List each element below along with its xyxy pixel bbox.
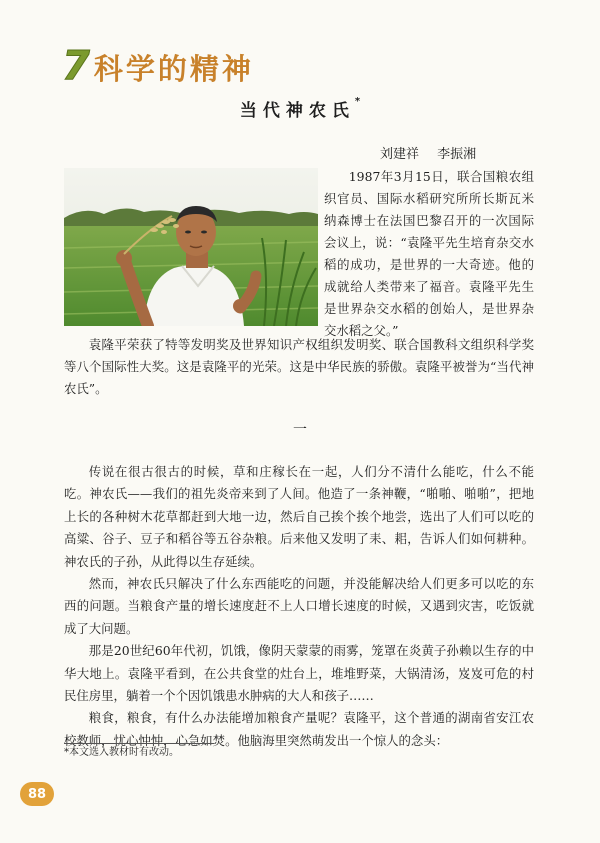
page-number: 88 (27, 786, 47, 802)
unit-number: 7 (62, 43, 90, 89)
unit-heading (62, 43, 254, 89)
intro-below-photo (64, 334, 534, 400)
intro-paragraph-2: 袁隆平荣获了特等发明奖及世界知识产权组织发明奖、联合国教科文组织科学奖等八个国际性大奖。这是袁隆平的光荣。这是中华民族的骄傲。袁隆平被誉为“当代神农氏”。 (64, 337, 534, 396)
authors: 刘建祥 李振湘 (380, 147, 477, 162)
lesson-title (0, 96, 600, 121)
body-paragraph: 那是20世纪60年代初，饥饿，像阴天蒙蒙的雨雾，笼罩在炎黄子孙赖以生存的中华大地上。袁隆平看到，在公共食堂的灶台上，堆堆野菜，大锅清汤，岌岌可危的村民住房里，躺着一个个因饥饿患水肿病的大人和孩子…… (64, 643, 534, 704)
body-paragraph: 然而，神农氏只解决了什么东西能吃的问题，并没能解决给人们更多可以吃的东西的问题。当粮食产量的增长速度赶不上人口增长速度的时候，又遇到灾害，吃饭就成了大问题。 (64, 576, 534, 636)
body-paragraph: 粮食，粮食，有什么办法能增加粮食产量呢？袁隆平，这个普通的湖南省安江农校教师，忧心忡忡，心急如焚。他脑海里突然萌发出一个惊人的念头： (64, 710, 534, 748)
lesson-title-text: 当代神农氏 (239, 101, 355, 121)
photo-scientist-in-rice-field (64, 168, 318, 326)
section-number: 一 (293, 422, 307, 438)
intro-paragraph-1: 1987年3月15日，联合国粮农组织官员、国际水稻研究所所长斯瓦米纳森博士在法国巴黎召开的一次国际会议上，说：“袁隆平先生培育杂交水稻的成功，是世界的一大奇迹。他的成就给人类带来了福音。袁隆平先生是世界杂交水稻的创始人，是世界杂交水稻之父。” (324, 169, 534, 338)
footnote-divider (64, 743, 214, 744)
unit-title: 科学的精神 (93, 52, 254, 86)
page-number-badge (20, 782, 54, 806)
body-text (64, 461, 534, 752)
intro-right-column (324, 166, 534, 342)
footnote-mark: * (354, 96, 361, 107)
footnote: *本文选入教材时有改动。 (64, 747, 179, 758)
body-paragraph: 传说在很古很古的时候，草和庄稼长在一起，人们分不清什么能吃，什么不能吃。神农氏——我们的祖先炎帝来到了人间。他造了一条神鞭，“啪啪、啪啪”，把地上长的各种树木花草都赶到大地一边，然后自己挨个挨个地尝，选出了人们可以吃的高粱、谷子、豆子和稻谷等五谷杂粮。后来他又发明了耒、耜，告诉人们如何耕种。神农氏的子孙，从此得以生存延续。 (64, 464, 534, 569)
